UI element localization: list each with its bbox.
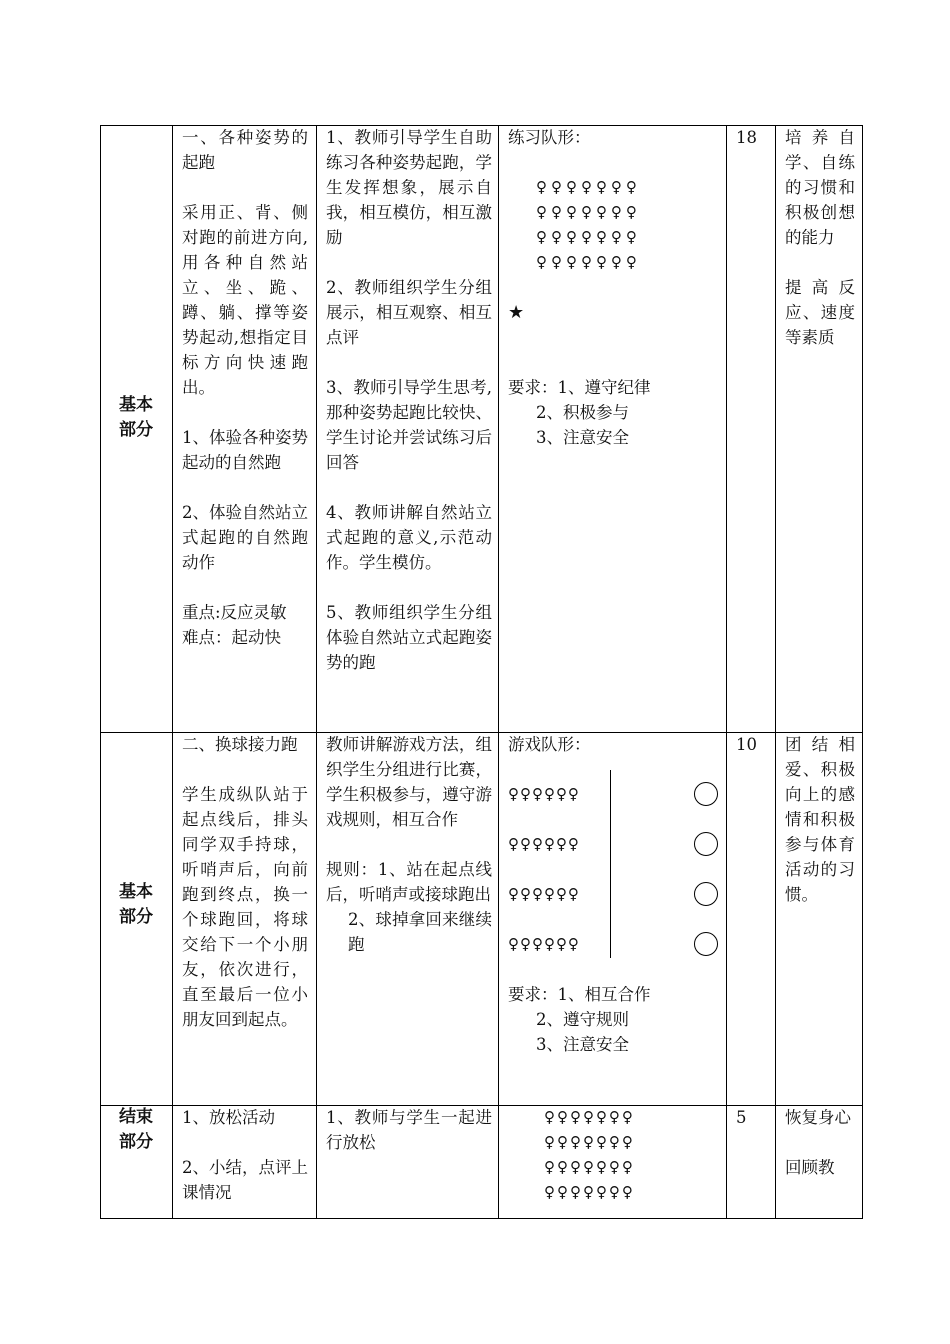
minutes-value: 10 <box>736 735 757 754</box>
formation-cell <box>508 732 718 1105</box>
section-label-text: 结束 部分 <box>119 1107 153 1152</box>
content-paragraph: 1、体验各种姿势起动的自然跑 <box>182 428 308 472</box>
requirement-item: 2、遵守规则 <box>536 1010 629 1029</box>
requirements-block <box>508 982 651 1057</box>
minutes-value: 18 <box>736 128 757 147</box>
method-item: 3、教师引导学生思考,那种姿势起跑比较快、学生讨论并尝试练习后回答 <box>326 378 492 472</box>
ball-circle-icon <box>694 782 718 806</box>
ball-circle-icon <box>694 832 718 856</box>
formation-row: ♀♀♀♀♀♀♀ <box>544 1158 635 1176</box>
table-row <box>100 732 862 1105</box>
formation-row: ♀♀♀♀♀♀ <box>508 835 580 853</box>
formation-cell <box>508 1105 718 1205</box>
section-label <box>100 393 172 443</box>
content-paragraph: 2、小结，点评上课情况 <box>182 1158 308 1202</box>
requirement-item: 要求：1、遵守纪律 <box>508 378 651 397</box>
requirement-item: 要求：1、相互合作 <box>508 985 651 1004</box>
requirement-item: 3、注意安全 <box>536 1035 629 1054</box>
formation-title: 游戏队形： <box>508 735 591 754</box>
formation-row: ♀♀♀♀♀♀ <box>508 885 580 903</box>
section-label-text: 基本 部分 <box>119 882 153 927</box>
formation-row: ♀♀♀♀♀♀♀ <box>536 203 641 221</box>
formation-row: ♀♀♀♀♀♀ <box>508 935 580 953</box>
section-label <box>100 1105 172 1155</box>
content-paragraph: 2、体验自然站立式起跑的自然跑动作 <box>182 503 308 572</box>
method-item: 5、教师组织学生分组体验自然站立式起跑姿势的跑 <box>326 603 492 672</box>
method-item: 规则：1、站在起点线后，听哨声或接球跑出 <box>326 860 492 904</box>
goal-item: 培养自学、自练的习惯和积极创想的能力 <box>785 128 855 247</box>
goal-item: 团结相爱、积极向上的感情和积极参与体育活动的习惯。 <box>785 735 855 904</box>
ball-circle-icon <box>694 932 718 956</box>
content-cell <box>182 1105 308 1205</box>
formation-diagram <box>508 1105 718 1205</box>
requirement-item: 2、积极参与 <box>536 403 629 422</box>
minutes-cell <box>736 1105 776 1130</box>
col-border-6 <box>862 125 863 1219</box>
formation-cell <box>508 125 718 450</box>
requirement-item: 3、注意安全 <box>536 428 629 447</box>
table-row <box>100 1105 862 1218</box>
method-item: 1、教师与学生一起进行放松 <box>326 1108 492 1152</box>
method-item: 4、教师讲解自然站立式起跑的意义,示范动作。学生模仿。 <box>326 503 492 572</box>
key-point: 重点:反应灵敏 <box>182 603 287 622</box>
start-line <box>610 770 611 958</box>
goal-item: 提高反应、速度等素质 <box>785 278 855 347</box>
method-item: 1、教师引导学生自助练习各种姿势起跑，学生发挥想象，展示自我，相互模仿，相互激励 <box>326 128 492 247</box>
formation-row: ♀♀♀♀♀♀♀ <box>536 178 641 196</box>
table-row <box>100 125 862 732</box>
minutes-value: 5 <box>736 1108 747 1127</box>
goals-cell <box>785 732 855 907</box>
content-title: 二、换球接力跑 <box>182 735 298 754</box>
minutes-cell <box>736 125 776 150</box>
content-cell <box>182 732 308 1032</box>
method-item: 教师讲解游戏方法，组织学生分组进行比赛，学生积极参与，遵守游戏规则，相互合作 <box>326 735 492 829</box>
methods-cell <box>326 125 492 675</box>
method-item: 2、球掉拿回来继续跑 <box>348 910 492 954</box>
teacher-star-icon: ★ <box>508 302 525 323</box>
formation-diagram <box>508 175 718 275</box>
content-paragraph: 1、放松活动 <box>182 1108 275 1127</box>
difficult-point: 难点：起动快 <box>182 628 281 647</box>
methods-cell <box>326 1105 492 1155</box>
goal-item: 回顾教 <box>785 1158 835 1177</box>
ball-circle-icon <box>694 882 718 906</box>
formation-row: ♀♀♀♀♀♀♀ <box>544 1108 635 1126</box>
section-label <box>100 880 172 930</box>
formation-row: ♀♀♀♀♀♀♀ <box>536 228 641 246</box>
formation-row: ♀♀♀♀♀♀ <box>508 785 580 803</box>
goals-cell <box>785 125 855 350</box>
content-cell <box>182 125 308 650</box>
content-paragraph: 采用正、背、侧对跑的前进方向,用各种自然站立、坐、跪、蹲、躺、撑等姿势起动,想指定目标方向快速跑出。 <box>182 203 308 397</box>
content-title: 一、各种姿势的起跑 <box>182 128 308 172</box>
method-item: 2、教师组织学生分组展示，相互观察、相互点评 <box>326 278 492 347</box>
section-label-text: 基本 部分 <box>119 395 153 440</box>
methods-cell <box>326 732 492 957</box>
formation-title: 练习队形： <box>508 128 591 147</box>
formation-row: ♀♀♀♀♀♀♀ <box>544 1183 635 1201</box>
goal-item: 恢复身心 <box>785 1108 851 1127</box>
content-paragraph: 学生成纵队站于起点线后，排头同学双手持球，听哨声后，向前跑到终点，换一个球跑回，将球交给下一个小朋友，依次进行，直至最后一位小朋友回到起点。 <box>182 785 308 1029</box>
minutes-cell <box>736 732 776 757</box>
formation-row: ♀♀♀♀♀♀♀ <box>536 253 641 271</box>
formation-row: ♀♀♀♀♀♀♀ <box>544 1133 635 1151</box>
table-bottom-border <box>100 1218 863 1219</box>
goals-cell <box>785 1105 855 1180</box>
